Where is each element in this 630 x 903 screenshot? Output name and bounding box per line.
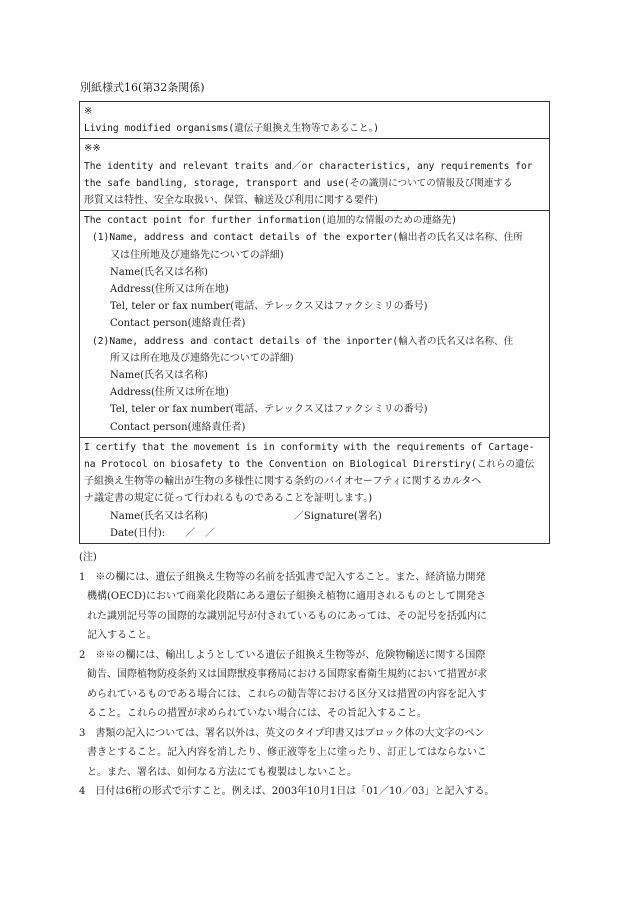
- note-item-4: [79, 782, 559, 802]
- exporter-contact-label: Contact person(連絡責任者): [110, 318, 246, 330]
- note-number: 3: [79, 727, 86, 739]
- exporter-heading-cont: 又は住所地及び連絡先についての詳細): [110, 249, 284, 261]
- section-identity-line: 形質又は特性、安全な取扱い、保管、輸送及び利用に関する要件): [84, 195, 378, 207]
- note-text: と。また、署名は、如何なる方法にても複製はしないこと。: [87, 766, 357, 778]
- note-text: ※※の欄には、輸出しようとしている遺伝子組換え生物等が、危険物輸送に関する国際: [85, 649, 486, 661]
- note-number: 4: [79, 786, 86, 797]
- note-text: 勧告、国際植物防疫条約又は国際獣疫事務局における国際家畜衛生規約において措置が求: [87, 669, 487, 680]
- section-contact: [80, 210, 549, 437]
- exporter-name-label: Name(氏名又は名称): [110, 266, 208, 278]
- importer-tel-label: Tel, teler or fax number(電話、テレックス又はファクシミリの番号): [110, 404, 428, 416]
- certifier-name-label: Name(氏名又は名称): [110, 510, 208, 522]
- certification-line: na Protocol on biosafety to the Convention on Biological Direrstiry(これらの遺伝: [84, 459, 535, 471]
- signature-row: [84, 508, 545, 525]
- form-title: 別紙様式16(第32条関係): [80, 81, 205, 94]
- section-lmo-text: Living modified organisms(遺伝子組換え生物等であること。): [84, 123, 380, 135]
- note-text: 機構(OECD)において商業化段階にある遺伝子組換え植物に適用されるものとして開発さ: [87, 591, 486, 602]
- note-item-2: [79, 646, 559, 666]
- certification-line: 子組換え生物等の輸出が生物の多様性に関する条約のバイオセーフティに関するカルタヘ: [84, 476, 482, 488]
- note-text: 記入すること。: [87, 630, 157, 641]
- form-table: [79, 101, 550, 544]
- section-certification: [80, 437, 549, 543]
- section-identity-mark: ※※: [84, 143, 101, 155]
- note-text: れた識別記号等の国際的な識別記号が付されているものにあっては、その記号を括弧内に: [87, 610, 487, 622]
- notes-section: [79, 548, 559, 802]
- exporter-address-label: Address(住所又は所在地): [110, 284, 229, 296]
- signature-label: ／Signature(署名): [293, 510, 382, 522]
- note-item-1: [79, 568, 559, 588]
- note-item-3: [79, 724, 559, 744]
- note-text: ※の欄には、遺伝子組換え生物等の名前を括弧書で記入すること。また、経済協力開発: [85, 571, 486, 583]
- section-identity-line: The identity and relevant traits and／or characteristics, any requirements for: [84, 160, 533, 172]
- section-identity: [80, 138, 549, 210]
- exporter-heading: (1)Name, address and contact details of the exporter(輸出者の氏名又は名称、住所: [92, 232, 523, 244]
- date-label: Date(日付): ／ ／: [110, 527, 216, 539]
- importer-heading-cont: 所又は所在地及び連絡先についての詳細): [110, 352, 294, 364]
- note-text: められているものである場合には、これらの勧告等における区分又は措置の内容を記入す: [87, 688, 487, 700]
- importer-name-label: Name(氏名又は名称): [110, 370, 208, 382]
- section-identity-line: the safe bandling, storage, transport and use(その識別についての情報及び関連する: [84, 177, 513, 189]
- importer-address-label: Address(住所又は所在地): [110, 387, 229, 399]
- section-contact-header: The contact point for further information(追加的な情報のための連絡先): [84, 215, 458, 227]
- importer-heading: (2)Name, address and contact details of the inporter(輸入者の氏名又は名称、住: [92, 335, 514, 347]
- importer-contact-label: Contact person(連絡責任者): [110, 421, 246, 433]
- certification-line: ナ議定書の規定に従って行われるものであることを証明します。): [84, 493, 373, 505]
- notes-header: (注): [79, 552, 97, 563]
- section-lmo-mark: ※: [84, 106, 93, 117]
- certification-line: I certify that the movement is in conformity with the requirements of Cartage-: [84, 441, 535, 453]
- note-text: ること。これらの措置が求められていない場合には、その旨記入すること。: [87, 708, 427, 719]
- note-number: 2: [79, 649, 86, 661]
- section-lmo: [80, 102, 549, 138]
- note-number: 1: [79, 571, 86, 583]
- note-text: 書きとすること。記入内容を消したり、修正液等を上に塗ったり、訂正してはならないこ: [87, 747, 487, 758]
- exporter-tel-label: Tel, teler or fax number(電話、テレックス又はファクシミリの番号): [110, 301, 428, 313]
- note-text: 日付は6桁の形式で示すこと。例えば、2003年10月1日は「01／10／03」と記入する。: [85, 786, 495, 797]
- note-text: 書類の記入については、署名以外は、英文のタイプ印書又はブロック体の大文字のペン: [85, 727, 485, 739]
